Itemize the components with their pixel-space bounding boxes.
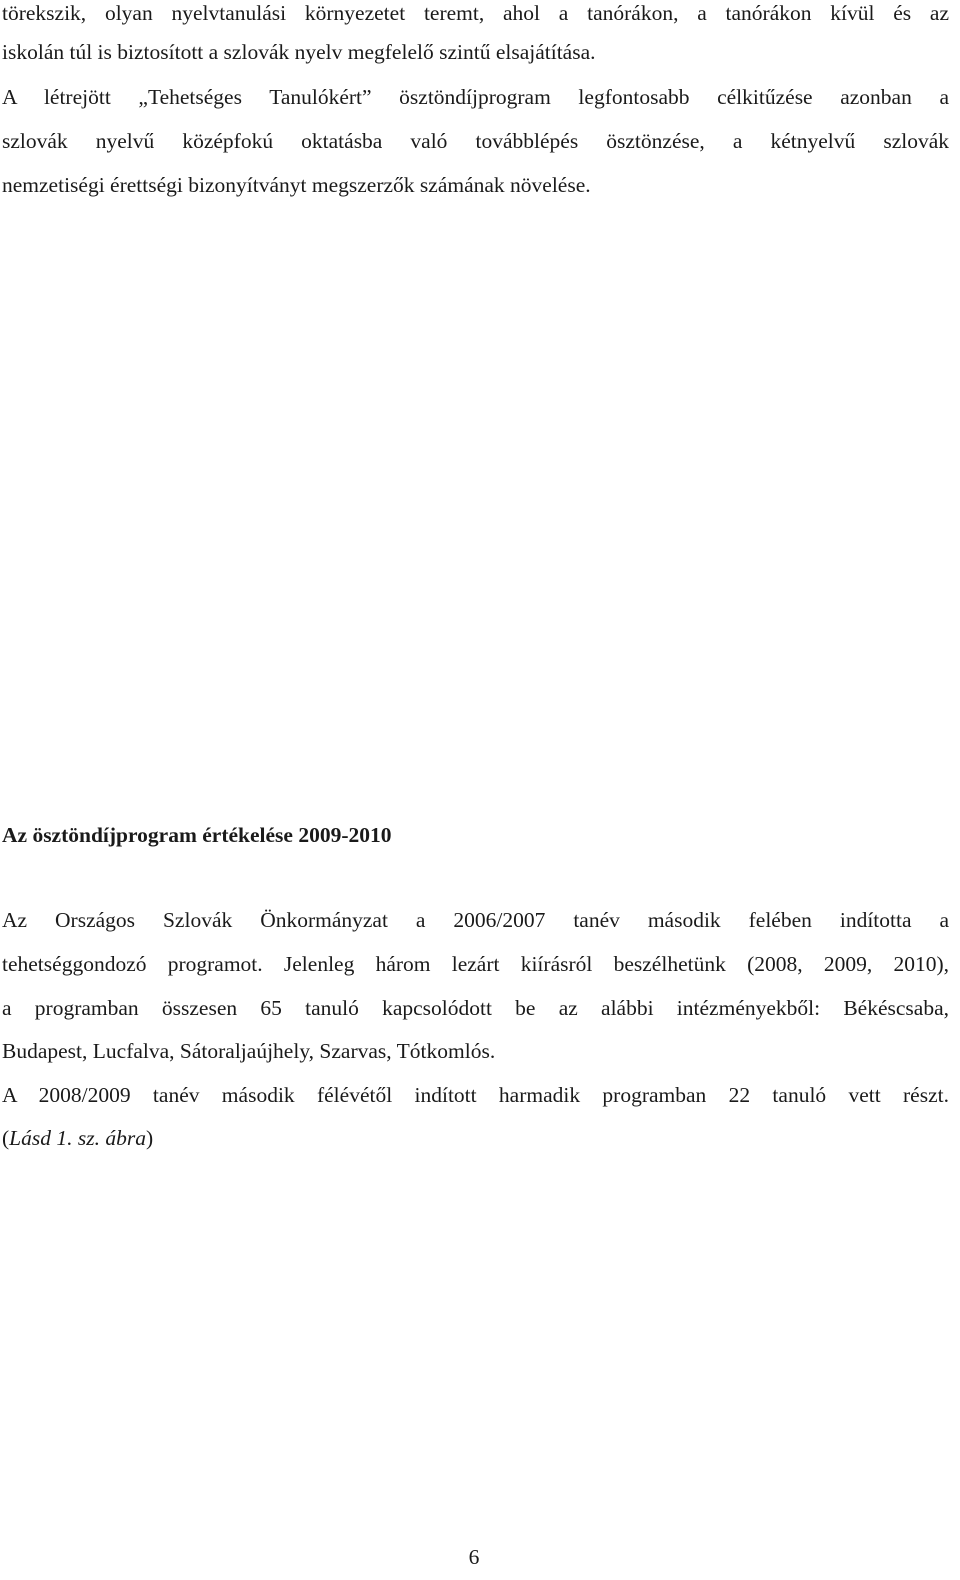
ref-text: Lásd 1. sz. ábra [9, 1126, 146, 1150]
text-line: szlovák nyelvű középfokú oktatásba való továbblépés ösztönzése, a kétnyelvű szlovák [2, 129, 949, 153]
text-line: tehetséggondozó programot. Jelenleg három lezárt kiírásról beszélhetünk (2008, 2009, 2010), [2, 952, 949, 976]
figure-reference [2, 1125, 949, 1151]
page-number: 6 [468, 1545, 480, 1569]
text-line: A létrejött „Tehetséges Tanulókért” ösztöndíjprogram legfontosabb célkitűzése azonban a [2, 85, 949, 109]
ref-open-paren: ( [2, 1126, 10, 1150]
text-line: iskolán túl is biztosított a szlovák nyelv megfelelő szintű elsajátítása. [2, 40, 596, 64]
ref-close-paren: ) [145, 1126, 154, 1150]
text-line: A 2008/2009 tanév második félévétől indított harmadik programban 22 tanuló vett részt. [2, 1083, 949, 1107]
text-line: törekszik, olyan nyelvtanulási környezetet teremt, ahol a tanórákon, a tanórákon kívül és az [2, 1, 949, 25]
text-line: Budapest, Lucfalva, Sátoraljaújhely, Szarvas, Tótkomlós. [2, 1039, 496, 1063]
section-heading: Az ösztöndíjprogram értékelése 2009-2010 [2, 823, 392, 847]
text-line: Az Országos Szlovák Önkormányzat a 2006/2007 tanév második felében indította a [2, 908, 949, 932]
text-line: nemzetiségi érettségi bizonyítványt megszerzők számának növelése. [2, 173, 591, 197]
text-line: a programban összesen 65 tanuló kapcsolódott be az alábbi intézményekből: Békéscsaba, [2, 996, 949, 1020]
